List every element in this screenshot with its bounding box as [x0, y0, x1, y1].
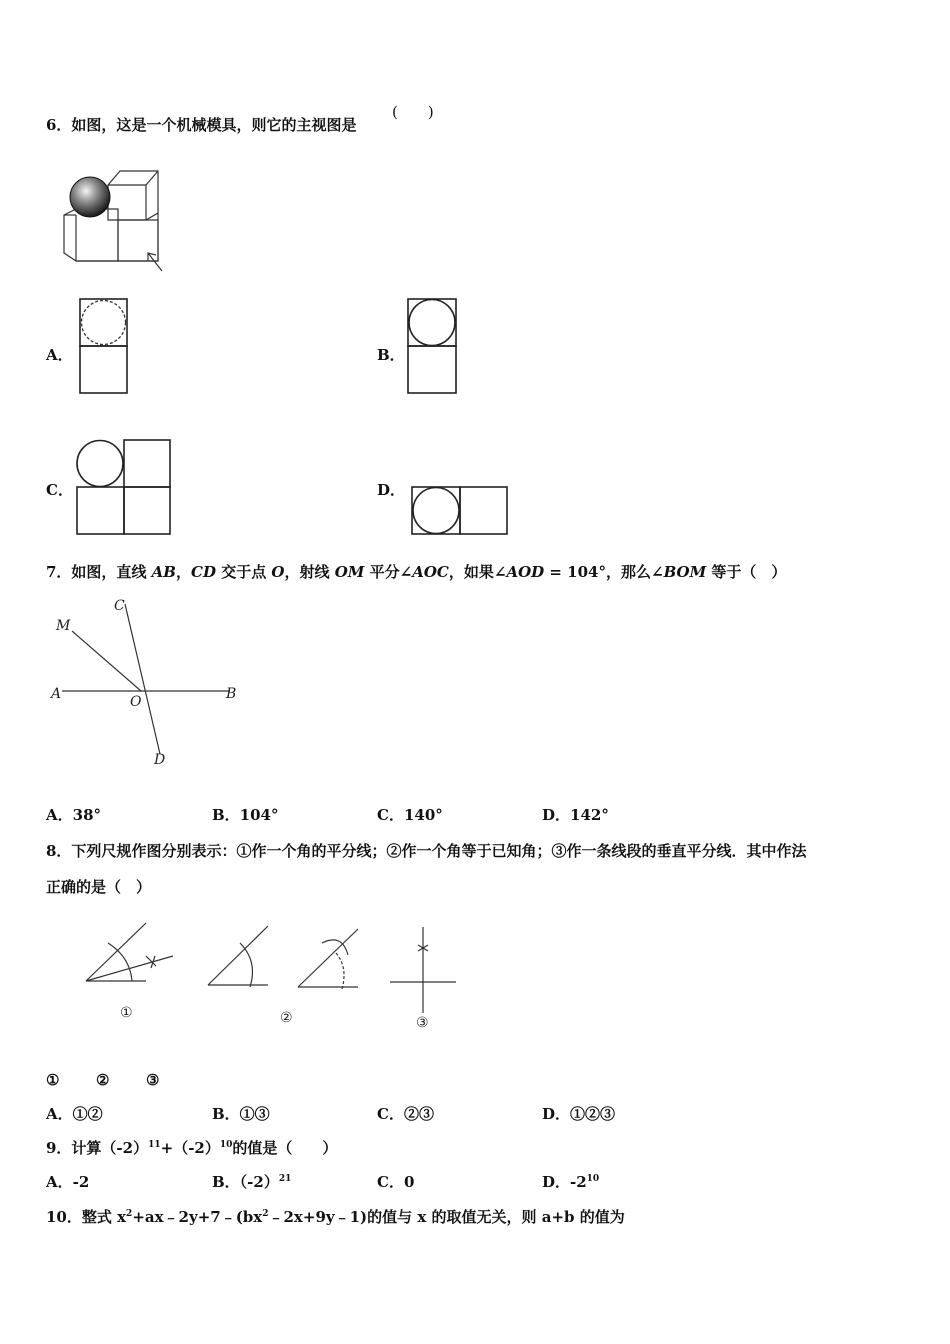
q9-option-b[interactable]: B．$(-2)^{21}$	[212, 1173, 292, 1191]
q10-stem: 10．整式 $x^2+ax﹣2y+7﹣(bx^2﹣2x+9y﹣1)$的值与 x 的取值无关，则 a+b 的值为	[46, 1208, 625, 1226]
q6-answer-bracket: ( )	[392, 103, 434, 121]
q8-fig-label-2: ②	[280, 1010, 293, 1026]
q8-stem-line1: 8．下列尺规作图分别表示：①作一个角的平分线；②作一个角等于已知角；③作一条线段的垂直平分线．其中作法	[46, 842, 807, 860]
q8-row-1: ①	[46, 1071, 60, 1089]
q6-option-c-figure[interactable]	[76, 439, 172, 535]
q7-label-o: O	[130, 694, 142, 710]
q6-option-a-figure[interactable]	[79, 298, 129, 394]
q6-stem: 6．如图，这是一个机械模具，则它的主视图是	[46, 116, 357, 134]
q8-option-b[interactable]: B．①③	[212, 1105, 270, 1123]
q7-stem: 7．如图，直线 AB，CD 交于点 O，射线 OM 平分∠AOC，如果∠AOD = 104°，那么∠BOM 等于（ ）	[46, 563, 787, 581]
q8-fig-label-3: ③	[416, 1015, 429, 1031]
q7-label-c: C	[114, 598, 125, 614]
q8-fig-label-1: ①	[120, 1005, 133, 1021]
q8-option-a[interactable]: A．①②	[46, 1105, 103, 1123]
q8-stem-line2: 正确的是（ ）	[46, 878, 152, 896]
q6-option-b-label[interactable]: B．	[377, 346, 405, 364]
q8-option-c[interactable]: C．②③	[377, 1105, 434, 1123]
q7-option-a[interactable]: A．38°	[46, 806, 102, 824]
q8-row-3: ③	[146, 1071, 160, 1089]
q7-line-figure	[46, 592, 246, 772]
q6-option-d-figure[interactable]	[411, 486, 509, 536]
q6-option-d-label[interactable]: D．	[377, 481, 406, 499]
q6-option-c-label[interactable]: C．	[46, 481, 73, 499]
q7-option-b[interactable]: B．104°	[212, 806, 279, 824]
q8-construction-figures	[80, 915, 470, 1040]
q9-stem: 9．计算$(-2)^{11}+(-2)^{10}$的值是（ ）	[46, 1139, 338, 1157]
q9-option-a[interactable]: A．-2	[46, 1173, 90, 1191]
q7-label-m: M	[56, 618, 71, 634]
q7-label-d: D	[154, 752, 166, 768]
q9-option-d[interactable]: D．$-2^{10}$	[542, 1173, 600, 1191]
q6-option-a-label[interactable]: A．	[46, 346, 73, 364]
q8-row-2: ②	[96, 1071, 110, 1089]
q6-option-b-figure[interactable]	[407, 298, 458, 394]
q7-label-b: B	[226, 686, 237, 702]
q7-label-a: A	[51, 686, 62, 702]
q7-option-c[interactable]: C．140°	[377, 806, 443, 824]
q7-option-d[interactable]: D．142°	[542, 806, 609, 824]
q8-option-d[interactable]: D．①②③	[542, 1105, 616, 1123]
q6-mold-figure	[50, 165, 180, 277]
q9-option-c[interactable]: C．0	[377, 1173, 415, 1191]
